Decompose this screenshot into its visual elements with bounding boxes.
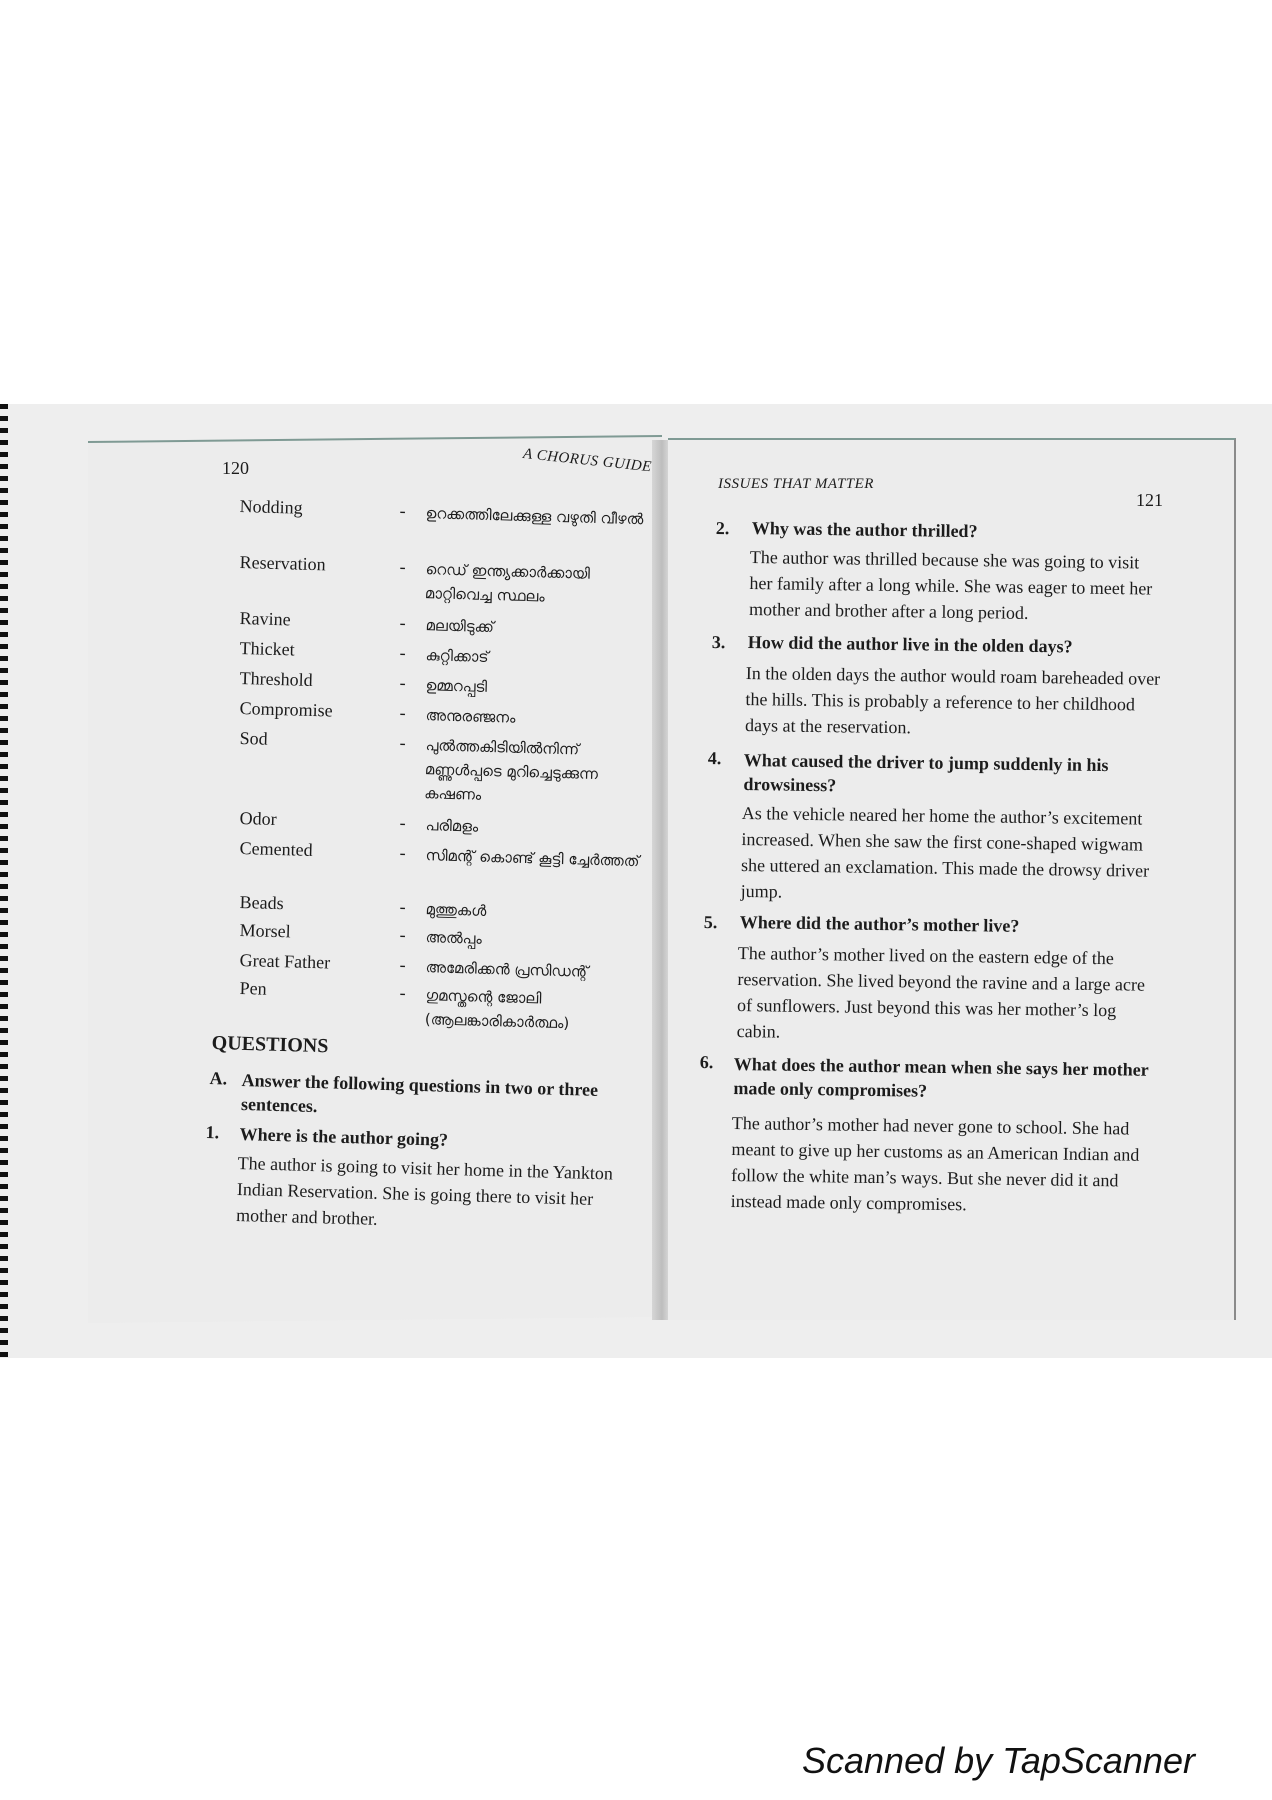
glossary-dash: - [399, 924, 406, 945]
glossary-term: Reservation [239, 552, 326, 575]
glossary-term: Sod [239, 728, 269, 749]
questions-heading: QUESTIONS [211, 1032, 329, 1058]
glossary-term: Ravine [239, 608, 291, 630]
section-instruction: Answer the following questions in two or three sentences. [240, 1069, 599, 1117]
scanner-watermark: Scanned by TapScanner [802, 1740, 1195, 1781]
spiral-binding [0, 404, 8, 1358]
glossary-term: Pen [239, 978, 267, 999]
answer-text: As the vehicle neared her home the author’s excitement increased. When she saw the first cone-shaped wigwam she uttered an exclamation. This made the drowsy driver jump. [740, 802, 1150, 902]
question-number: 6. [699, 1052, 714, 1073]
question-number: 1. [205, 1122, 220, 1143]
question-text: Where did the author’s mother live? [739, 912, 1020, 936]
glossary-dash: - [399, 812, 406, 833]
answer-text: The author is going to visit her home in the Yankton Indian Reservation. She is going there to visit her mother and brother. [235, 1152, 614, 1229]
glossary-term: Great Father [239, 950, 331, 973]
glossary-dash: - [399, 842, 406, 863]
question-text: How did the author live in the olden days? [747, 632, 1073, 657]
glossary-meaning: പുൽത്തകിടിയിൽനിന്ന് മണ്ണുൾപ്പടെ മുറിച്ചെടുക്കുന്ന കഷണം [424, 736, 599, 804]
glossary-meaning: ഉറക്കത്തിലേക്കുള്ള വഴുതി വീഴൽ [425, 504, 644, 529]
glossary-meaning: ഗുമസ്തന്റെ ജോലി (ആലങ്കാരികാർത്ഥം) [424, 986, 570, 1033]
glossary-meaning: അമേരിക്കൻ പ്രസിഡന്റ് [425, 958, 589, 981]
glossary-dash: - [399, 556, 406, 577]
glossary-dash: - [399, 702, 406, 723]
glossary-term: Threshold [239, 668, 313, 691]
answer-text: The author’s mother had never gone to school. She had meant to give up her customs as an American Indian and follow the white man’s ways. But she never did it and instead made only compromises. [730, 1112, 1140, 1215]
answer-text: The author’s mother lived on the eastern edge of the reservation. She lived beyond the ravine and a large acre of sunflowers. Just beyond this was her mother’s log cabin. [736, 942, 1146, 1042]
glossary-dash: - [399, 500, 406, 521]
question-number: 3. [711, 632, 726, 653]
glossary-dash: - [399, 672, 406, 693]
question-number: 2. [715, 518, 730, 539]
answer-text: The author was thrilled because she was going to visit her family after a long while. She was eager to meet her mother and brother after a long period. [748, 546, 1153, 623]
left-page-number: 120 [222, 458, 249, 478]
glossary-meaning: അനുരഞ്ജനം [425, 706, 516, 727]
glossary-dash: - [399, 732, 406, 753]
question-text: Where is the author going? [239, 1124, 449, 1150]
question-number: 5. [703, 912, 718, 933]
glossary-meaning: സിമന്റ് കൊണ്ട് കൂട്ടി ച്ചേർത്തത് [425, 846, 640, 871]
answer-text: In the olden days the author would roam bareheaded over the hills. This is probably a reference to her childhood days at the reservation. [744, 662, 1161, 738]
glossary-term: Beads [239, 892, 284, 914]
glossary-term: Compromise [239, 698, 333, 721]
glossary-term: Odor [239, 808, 277, 830]
glossary-meaning: അൽപ്പം [425, 928, 483, 948]
glossary-dash: - [399, 896, 406, 917]
glossary-term: Thicket [239, 638, 295, 660]
right-page-number: 121 [1136, 490, 1163, 510]
question-number: 4. [707, 748, 722, 769]
glossary-dash: - [399, 612, 406, 633]
glossary-meaning: ഉമ്മറപ്പടി [425, 676, 488, 696]
question-text: What does the author mean when she says her mother made only compromises? [733, 1053, 1149, 1101]
section-label: A. [209, 1068, 228, 1089]
glossary-term: Morsel [239, 920, 291, 942]
glossary-dash: - [399, 982, 406, 1003]
glossary-dash: - [399, 954, 406, 975]
glossary-meaning: പരിമളം [425, 816, 479, 836]
question-text: What caused the driver to jump suddenly in his drowsiness? [743, 749, 1109, 796]
glossary-term: Cemented [239, 838, 313, 861]
glossary-term: Nodding [239, 496, 303, 518]
glossary-meaning: മുത്തുകൾ [425, 900, 487, 920]
glossary-meaning: റെഡ് ഇന്ത്യക്കാർക്കായി മാറ്റിവെച്ച സ്ഥലം [424, 560, 591, 606]
left-running-head: A CHORUS GUIDE [522, 446, 653, 476]
right-running-head: ISSUES THAT MATTER [718, 476, 874, 492]
question-text: Why was the author thrilled? [751, 518, 978, 542]
glossary-meaning: കുറ്റിക്കാട് [425, 646, 489, 666]
glossary-dash: - [399, 642, 406, 663]
glossary-meaning: മലയിടുക്ക് [425, 616, 495, 637]
